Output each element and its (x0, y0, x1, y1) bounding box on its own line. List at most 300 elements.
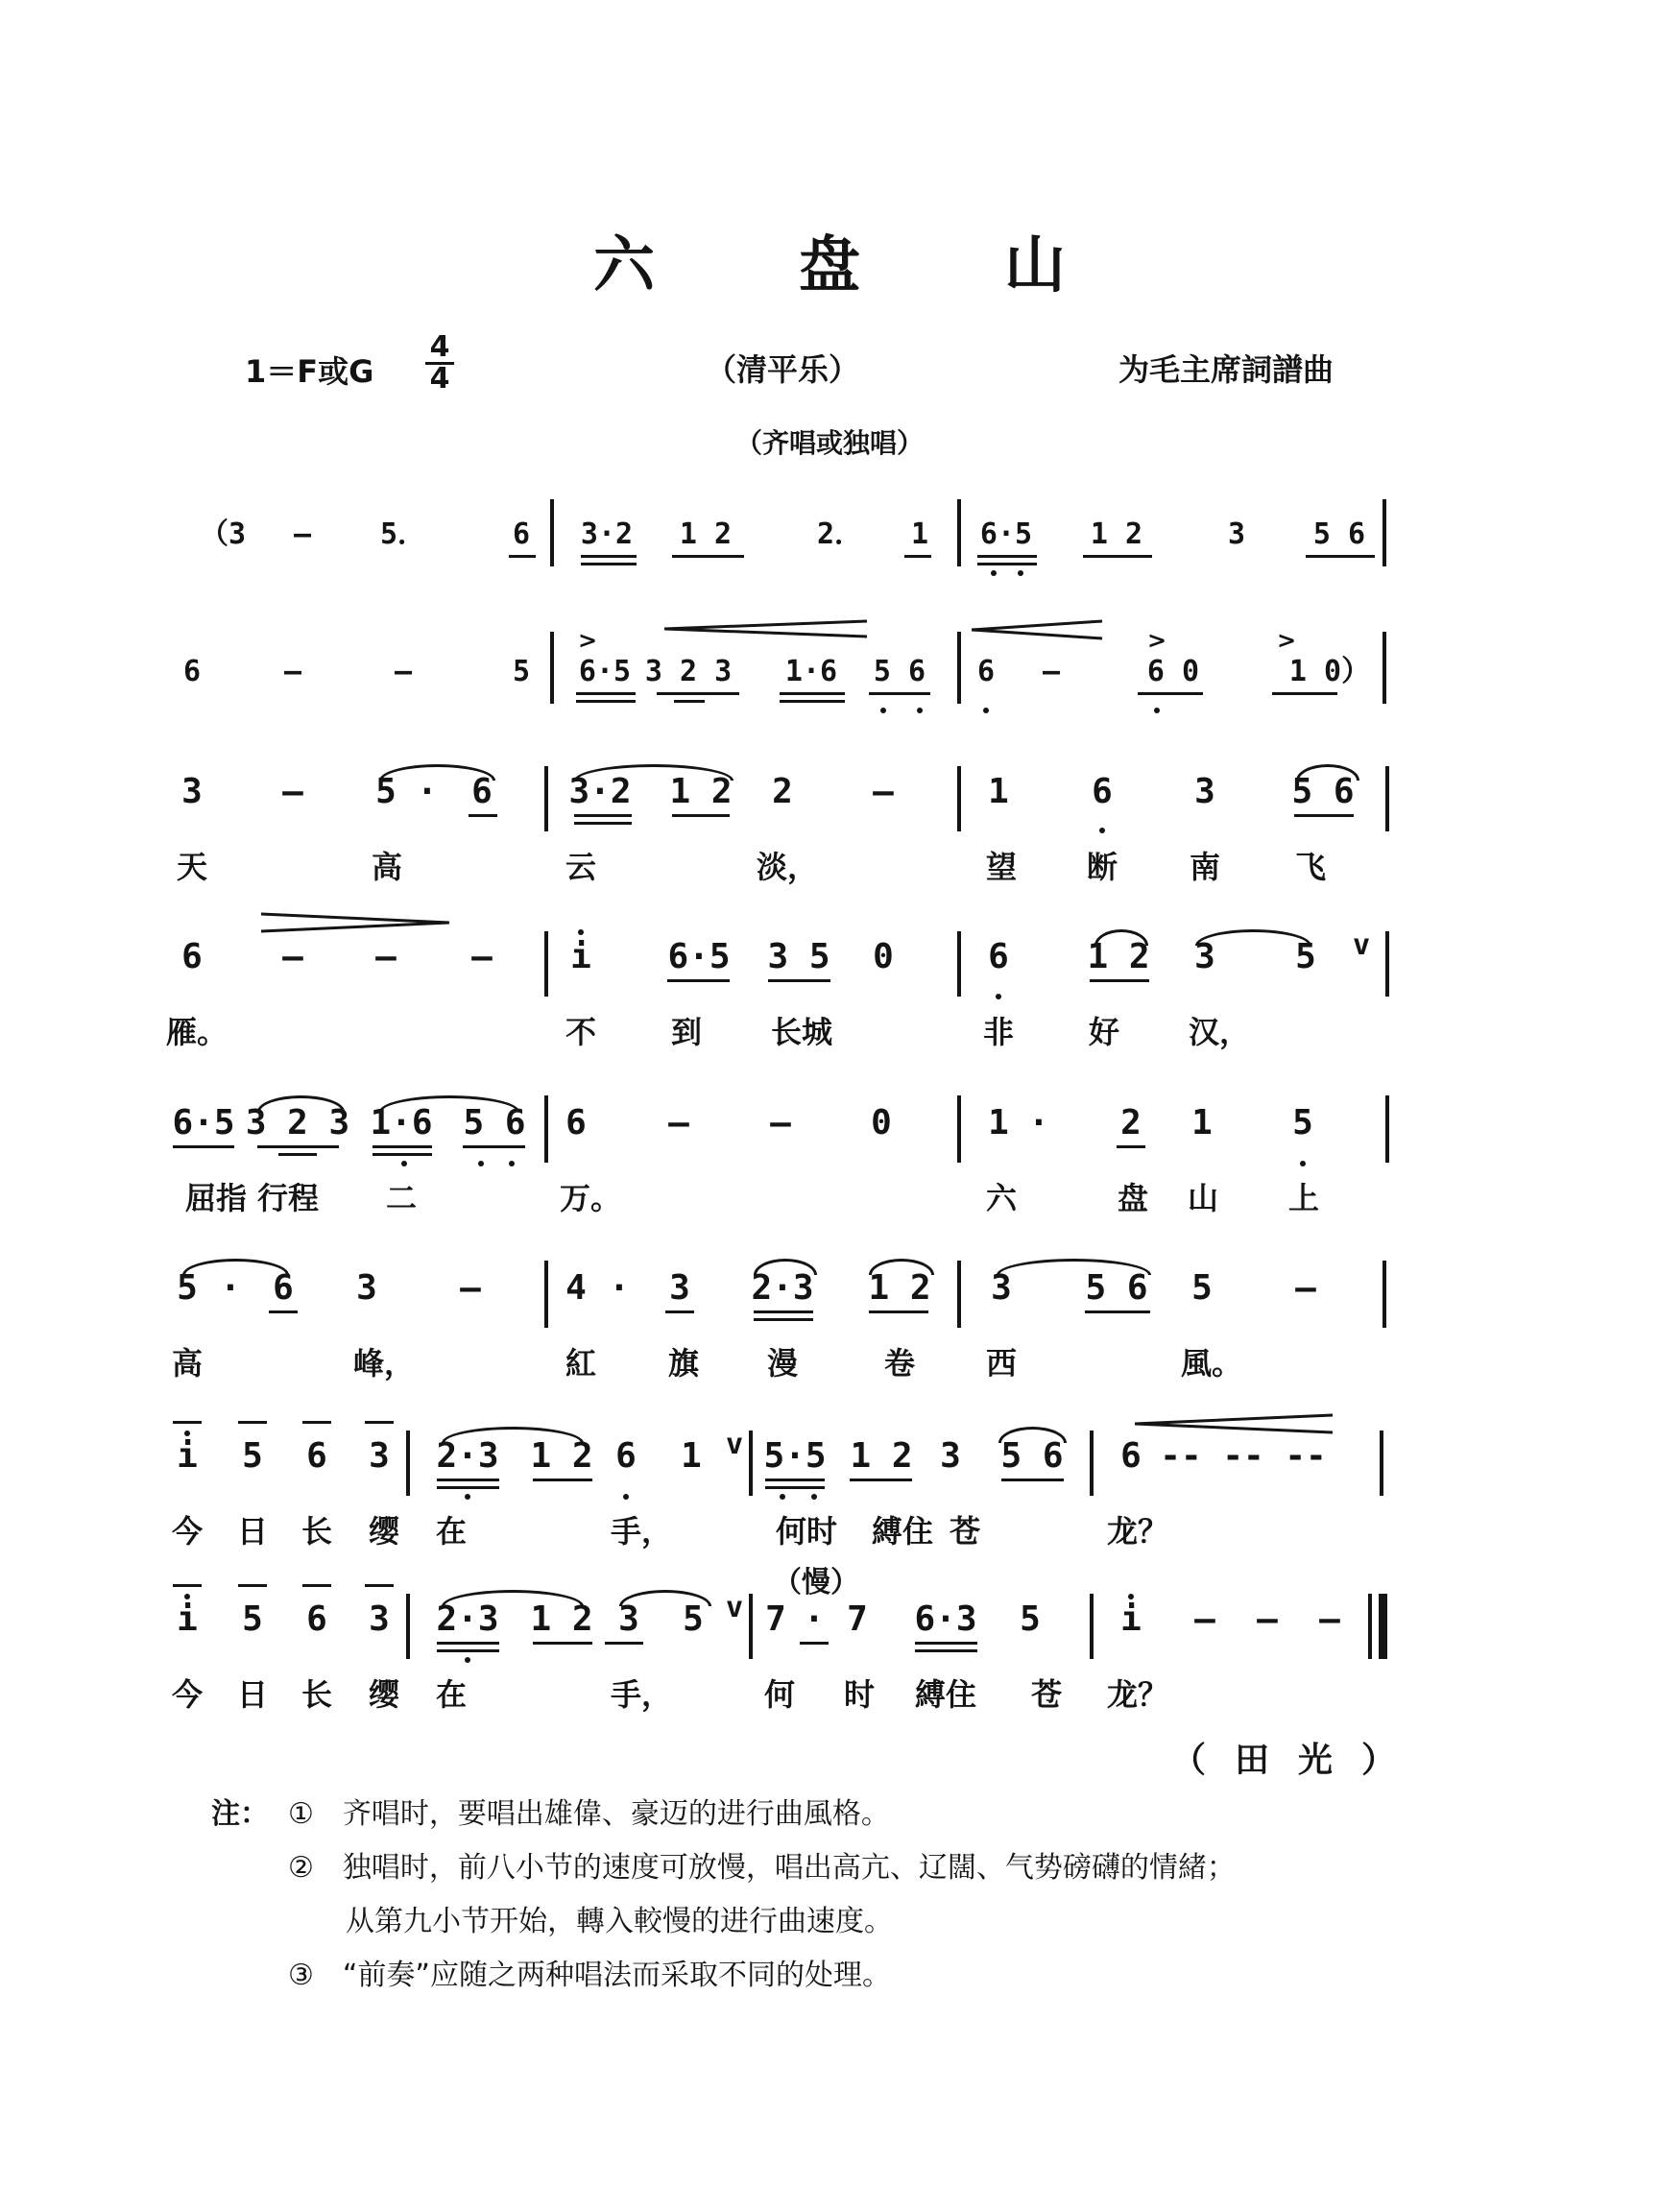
low-octave-dot (623, 1494, 629, 1500)
breath-mark: v (725, 1591, 744, 1624)
note: 6 (988, 937, 1009, 976)
footnotes (211, 1788, 1236, 2003)
lyric: 何 (763, 1676, 796, 1713)
lyric: 雁。 (165, 1014, 228, 1050)
underline (672, 555, 744, 558)
lyric: 手， (610, 1676, 673, 1713)
note: 6 (1092, 772, 1113, 811)
breath-mark: v (725, 1428, 744, 1461)
barline (1385, 931, 1389, 997)
note: 3 (356, 1268, 377, 1308)
note: 0 (873, 937, 894, 976)
overline (365, 1421, 394, 1424)
note: 1·6 (370, 1103, 433, 1142)
slur (379, 1095, 519, 1112)
barline (544, 931, 548, 997)
note: · (417, 772, 438, 811)
overline (173, 1584, 202, 1587)
note: 3 (369, 1436, 390, 1476)
note: 3·2 (568, 772, 632, 811)
note: 3 2 3 (644, 655, 733, 688)
underline (469, 814, 497, 817)
low-octave-dot (880, 708, 886, 713)
note: 6·5 (979, 517, 1033, 551)
slur (182, 1259, 289, 1275)
accent-mark: > (577, 627, 598, 654)
footnote-text: 从第九小节开始，轉入較慢的进行曲速度。 (288, 1905, 893, 1938)
note: 6 (565, 1103, 587, 1142)
lyric: 屈指 (184, 1180, 248, 1216)
note: 6·5 (578, 655, 632, 688)
note: 5 (177, 1268, 198, 1308)
barline (544, 1261, 548, 1328)
note: 5 (375, 772, 397, 811)
lyric: 日 (236, 1513, 269, 1550)
note: i (177, 1599, 198, 1639)
lyric: 飞 (1294, 849, 1327, 885)
underline (1083, 555, 1152, 558)
note: 1·6 (784, 655, 838, 688)
low-octave-dot (509, 1161, 515, 1166)
underline (1001, 1479, 1064, 1481)
lyric: 苍 (1030, 1676, 1063, 1713)
barline (544, 1095, 548, 1163)
low-octave-dot (465, 1494, 470, 1500)
low-octave-dot (478, 1161, 484, 1166)
lyric: 长 (301, 1676, 333, 1713)
note: 3 (618, 1599, 639, 1639)
note: 2． (816, 517, 864, 551)
lyric: 手， (610, 1513, 673, 1550)
note: 6 (471, 772, 493, 811)
note: i (177, 1436, 198, 1476)
lyric: 苍 (949, 1513, 981, 1550)
barline (406, 1594, 410, 1659)
key-signature: 1＝F或G (245, 353, 374, 390)
note: 7 (765, 1599, 786, 1639)
note: 3 (1194, 937, 1215, 976)
lyric: 何时 (775, 1513, 838, 1550)
note: 1 0） (1288, 655, 1371, 688)
note: 3 2 3 (245, 1103, 350, 1142)
underline (173, 1145, 234, 1148)
lyric: 不 (565, 1014, 597, 1050)
note: 5 6 (1085, 1268, 1148, 1308)
low-octave-dot (780, 1494, 785, 1500)
underline (533, 1642, 592, 1645)
note: 2·3 (436, 1436, 499, 1476)
note: — (1042, 655, 1061, 688)
barline (550, 632, 554, 704)
note: 3 5 (767, 937, 830, 976)
low-octave-dot (401, 1161, 407, 1166)
overline (173, 1421, 202, 1424)
note: 1 2 (1087, 937, 1150, 976)
lyric: 在 (435, 1513, 468, 1550)
slur (1195, 929, 1311, 946)
note: 2·3 (751, 1268, 814, 1308)
note: 1 2 (850, 1436, 913, 1476)
genre-label: （清平乐） (706, 351, 860, 388)
underline (437, 1642, 499, 1645)
low-octave-dot (983, 708, 989, 713)
underline (576, 700, 636, 703)
lyric: 高 (171, 1345, 204, 1382)
lyric: 上 (1287, 1180, 1320, 1216)
barline (957, 499, 961, 566)
underline (869, 692, 930, 695)
note: 3 (1227, 517, 1246, 551)
footnote-label: 注： (211, 1797, 269, 1831)
lyric: 南 (1189, 849, 1221, 885)
underline (672, 814, 730, 817)
performance-mode: （齐唱或独唱） (734, 427, 924, 459)
note: 6·5 (172, 1103, 235, 1142)
note: · (220, 1268, 241, 1308)
note: 6 (273, 1268, 294, 1308)
time-signature-bottom: 4 (429, 362, 450, 396)
footnote-text: ② 独唱时，前八小节的速度可放慢，唱出高亢、辽闊、气势磅礴的情緒； (288, 1851, 1236, 1885)
slur (869, 1259, 934, 1275)
note: 5 6 (873, 655, 926, 688)
overline (238, 1421, 267, 1424)
underline (509, 555, 536, 558)
note: 1 (681, 1436, 702, 1476)
note: 5 (512, 655, 531, 688)
underline (574, 822, 632, 825)
note: 6 (1120, 1436, 1142, 1476)
note: — (1319, 1599, 1340, 1639)
note: 1 2 (530, 1599, 593, 1639)
note: 3 (181, 772, 203, 811)
slur (1094, 929, 1148, 946)
barline (957, 632, 961, 704)
note: 1 2 (669, 772, 733, 811)
lyric: 汉， (1188, 1014, 1251, 1050)
underline (754, 1318, 813, 1321)
time-signature-top: 4 (429, 330, 450, 364)
slur (574, 764, 733, 781)
lyric: 非 (982, 1014, 1015, 1050)
footnote-text: ① 齐唱时，要唱出雄偉、豪迈的进行曲風格。 (288, 1797, 890, 1831)
note: 3 (991, 1268, 1012, 1308)
note: 5 (242, 1436, 263, 1476)
note: 5 (242, 1599, 263, 1639)
slur (257, 1095, 345, 1112)
note: 3 (669, 1268, 690, 1308)
underline (373, 1145, 432, 1148)
lyric: 縛住 (871, 1513, 934, 1550)
lyric: 时 (843, 1676, 876, 1713)
lyric: 西 (985, 1345, 1018, 1382)
low-octave-dot (996, 994, 1001, 999)
footnote-line (211, 1895, 1236, 1949)
lyric: 今 (171, 1676, 204, 1713)
breath-mark: v (1352, 928, 1371, 962)
high-octave-dot (578, 929, 584, 935)
underline (765, 1479, 825, 1481)
lyric: 龙？ (1106, 1676, 1169, 1713)
underline (1085, 1310, 1150, 1313)
crescendo-hairpin (970, 619, 1104, 640)
underline (977, 563, 1037, 565)
note: 5 (1191, 1268, 1213, 1308)
note: 3 (1194, 772, 1215, 811)
underline (674, 700, 705, 703)
note: 4 (565, 1268, 587, 1308)
underline (1306, 555, 1375, 558)
low-octave-dot (991, 570, 997, 576)
underline (765, 1486, 825, 1489)
lyric: 今 (171, 1513, 204, 1550)
note: 5 (1292, 1103, 1313, 1142)
barline (957, 766, 961, 831)
lyric: 二 (385, 1180, 418, 1216)
underline (463, 1145, 525, 1148)
note: 2 (772, 772, 793, 811)
lyric: 长城 (770, 1014, 833, 1050)
underline (1117, 1145, 1145, 1148)
note: · (609, 1268, 630, 1308)
barline (1385, 1095, 1389, 1163)
credit-label: 为毛主席詞譜曲 (1118, 351, 1334, 388)
barline (1382, 499, 1386, 566)
note: 6 (306, 1436, 327, 1476)
barline (544, 766, 548, 831)
note: 3 (369, 1599, 390, 1639)
underline (850, 1479, 912, 1481)
lyric: 卷 (883, 1345, 916, 1382)
underline (780, 692, 845, 695)
footnote-line (211, 1949, 1236, 2003)
note: 3·2 (580, 517, 634, 551)
note: — (282, 937, 303, 976)
high-octave-dot (184, 1594, 190, 1599)
overline (365, 1584, 394, 1587)
underline (800, 1642, 829, 1645)
note: — (293, 517, 312, 551)
crescendo-hairpin (662, 619, 869, 638)
underline (915, 1642, 977, 1645)
lyric: 行程 (256, 1180, 320, 1216)
note: — (471, 937, 493, 976)
accent-mark: > (1146, 627, 1167, 654)
underline (574, 814, 632, 817)
note: i (570, 937, 591, 976)
barline (1380, 1431, 1383, 1496)
barline (749, 1594, 753, 1659)
note: — (460, 1268, 481, 1308)
underline (437, 1486, 499, 1489)
time-signature (425, 330, 454, 396)
low-octave-dot (1300, 1161, 1306, 1166)
underline (581, 555, 637, 558)
note: 6·5 (667, 937, 731, 976)
barline (957, 1095, 961, 1163)
note: 5 (1295, 937, 1316, 976)
note: — (1295, 1268, 1316, 1308)
underline (657, 692, 739, 695)
low-octave-dot (1018, 570, 1023, 576)
lyric: 天 (176, 849, 208, 885)
barline (1382, 1261, 1386, 1328)
slur (619, 1590, 711, 1606)
slur (442, 1590, 584, 1606)
note: 5． (379, 517, 427, 551)
lyric: 断 (1086, 849, 1118, 885)
note: 6 0 (1146, 655, 1200, 688)
note: 6 (306, 1599, 327, 1639)
underline (1138, 692, 1203, 695)
note: 1 2 (679, 517, 733, 551)
underline (278, 1153, 317, 1156)
footnote-line (211, 1841, 1236, 1895)
low-octave-dot (1099, 828, 1105, 833)
underline (437, 1479, 499, 1481)
note: 1 2 (530, 1436, 593, 1476)
note: 6·3 (914, 1599, 977, 1639)
low-octave-dot (917, 708, 923, 713)
underline (257, 1145, 339, 1148)
underline (754, 1310, 813, 1313)
note: 1 (910, 517, 929, 551)
footnote-line (211, 1788, 1236, 1841)
accent-mark: > (1276, 627, 1297, 654)
slur (997, 1259, 1151, 1275)
underline (780, 700, 845, 703)
underline (915, 1649, 977, 1652)
note: 1 (988, 772, 1009, 811)
note: — (375, 937, 397, 976)
note: 5 (683, 1599, 704, 1639)
underline (1294, 814, 1354, 817)
lyric: 云 (565, 849, 597, 885)
note: · (804, 1599, 825, 1639)
note: 7 (847, 1599, 868, 1639)
barline (406, 1431, 410, 1496)
page-title: 六盘山 (593, 229, 1210, 301)
footnote-text: ③ “前奏”应随之两种唱法而采取不同的处理。 (288, 1959, 891, 1992)
lyric: 在 (435, 1676, 468, 1713)
lyric: 縛住 (914, 1676, 977, 1713)
note: 6 (976, 655, 996, 688)
underline (904, 555, 931, 558)
underline (977, 555, 1037, 558)
lyric: 峰， (352, 1345, 416, 1382)
underline (533, 1479, 592, 1481)
lyric: 望 (985, 849, 1018, 885)
note: — (1194, 1599, 1215, 1639)
author-signature: （田光） (1171, 1741, 1426, 1780)
underline (1272, 692, 1337, 695)
lyric: 长 (301, 1513, 333, 1550)
note: 5 6 (1291, 772, 1355, 811)
high-octave-dot (1128, 1594, 1134, 1599)
note: — (873, 772, 894, 811)
barline (1368, 1594, 1372, 1659)
underline (605, 1642, 643, 1645)
overline (302, 1421, 331, 1424)
lyric: 盘 (1117, 1180, 1149, 1216)
lyric: 六 (985, 1180, 1018, 1216)
underline (869, 1310, 928, 1313)
underline (581, 563, 637, 565)
note: 1 2 (868, 1268, 931, 1308)
barline (550, 499, 554, 566)
note: 1 2 (1090, 517, 1143, 551)
lyric: 缨 (368, 1676, 400, 1713)
note: 5·5 (763, 1436, 827, 1476)
note: 2 (1120, 1103, 1142, 1142)
underline (576, 692, 636, 695)
lyric: 高 (371, 849, 403, 885)
barline (957, 1261, 961, 1328)
lyric: 紅 (565, 1345, 597, 1382)
slur (1296, 764, 1359, 781)
lyric: 淡， (756, 849, 819, 885)
underline (269, 1310, 298, 1313)
note: · (1028, 1103, 1049, 1142)
note: 5 6 (463, 1103, 526, 1142)
barline (749, 1431, 753, 1496)
underline (665, 1310, 694, 1313)
crescendo-hairpin (1133, 1413, 1334, 1434)
note: — (770, 1103, 791, 1142)
lyric: 缨 (368, 1513, 400, 1550)
note: — (1257, 1599, 1278, 1639)
note: — (283, 655, 302, 688)
barline (1090, 1431, 1094, 1496)
slur (998, 1427, 1067, 1443)
lyric: 万。 (559, 1180, 622, 1216)
underline (1090, 979, 1149, 982)
note: i (1120, 1599, 1142, 1639)
lyric: 漫 (766, 1345, 799, 1382)
low-octave-dot (1154, 708, 1160, 713)
lyric: 龙？ (1106, 1513, 1169, 1550)
note: -- -- -- (1160, 1436, 1327, 1476)
note: 6 (615, 1436, 637, 1476)
barline (1385, 766, 1389, 831)
underline (768, 979, 830, 982)
underline (373, 1153, 432, 1156)
high-octave-dot (184, 1431, 190, 1436)
note: 0 (871, 1103, 892, 1142)
note: — (668, 1103, 689, 1142)
note: 5 (1020, 1599, 1041, 1639)
lyric: 旗 (667, 1345, 700, 1382)
slur (379, 764, 495, 781)
lyric: 日 (236, 1676, 269, 1713)
note: 5 6 (1000, 1436, 1064, 1476)
slur (442, 1427, 584, 1443)
underline (667, 979, 730, 982)
note: 1 (988, 1103, 1009, 1142)
lyric: 風。 (1180, 1345, 1243, 1382)
slur (754, 1259, 817, 1275)
underline (437, 1649, 499, 1652)
note: 6 (512, 517, 531, 551)
lyric: 好 (1088, 1014, 1120, 1050)
low-octave-dot (811, 1494, 817, 1500)
overline (302, 1584, 331, 1587)
barline (957, 931, 961, 997)
note: — (282, 772, 303, 811)
decrescendo-hairpin (259, 912, 451, 933)
note: 3 (940, 1436, 961, 1476)
note: 5 6 (1312, 517, 1366, 551)
barline (1382, 632, 1386, 704)
